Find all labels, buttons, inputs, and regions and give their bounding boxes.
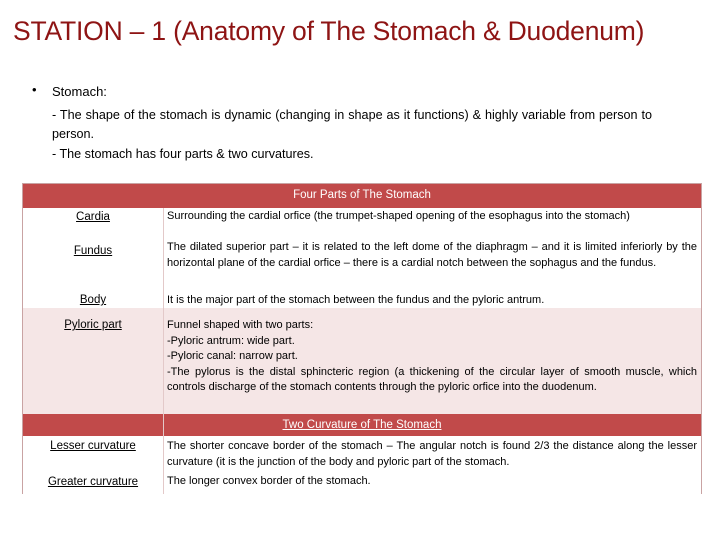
row-text-lesser-curvature: [167, 439, 697, 470]
cell-line: -The pylorus is the distal sphincteric region (a thickening of the circular layer of smooth muscle, which controls discharge of the stomach contents through the pyloric orfice into the duodenum.: [167, 365, 697, 394]
row-label-cardia: Cardia: [76, 211, 110, 223]
row-text-greater-curvature: [167, 474, 697, 490]
table-header-parts: Four Parts of The Stomach: [23, 184, 701, 208]
row-label-fundus: Fundus: [73, 245, 113, 257]
bullet-point: •: [32, 82, 37, 97]
row-text-fundus: [167, 240, 697, 271]
row-label-lesser-curvature: Lesser curvature: [50, 440, 136, 452]
cell-line: -Pyloric antrum: wide part.: [167, 334, 295, 347]
row-text-pyloric-part: [167, 318, 697, 396]
cell-line: Funnel shaped with two parts:: [167, 319, 314, 331]
stomach-table: [22, 183, 702, 494]
bullet-heading: Stomach:: [52, 84, 107, 99]
row-label-greater-curvature: Greater curvature: [47, 476, 139, 488]
cell-line: It is the major part of the stomach between the fundus and the pyloric antrum.: [167, 294, 545, 306]
cell-line: -Pyloric canal: narrow part.: [167, 350, 298, 363]
cell-line: Surrounding the cardial orfice (the trumpet-shaped opening of the esophagus into the stomach): [167, 210, 630, 222]
row-label-body: Body: [79, 294, 107, 306]
row-label-pyloric-part: Pyloric part: [64, 319, 122, 331]
row-text-cardia: [167, 209, 697, 225]
cell-line: The longer convex border of the stomach.: [167, 475, 371, 487]
page-title: STATION – 1 (Anatomy of The Stomach & Duodenum): [13, 16, 645, 46]
column-divider: [163, 208, 164, 494]
paragraph-shape: - The shape of the stomach is dynamic (changing in shape as it functions) & highly variable from person to person.: [52, 108, 652, 141]
table-header-curvatures: [23, 414, 701, 436]
paragraph-parts: - The stomach has four parts & two curvatures.: [52, 147, 314, 161]
table-header-curvatures-text: Two Curvature of The Stomach: [282, 419, 442, 431]
cell-line: The dilated superior part – it is related to the left dome of the diaphragm – and it is limited inferiorly by the horizontal plane of the cardial orfice – there is a cardial notch between the sophagus and the fundus.: [167, 241, 697, 269]
row-text-body: [167, 293, 697, 309]
cell-line: The shorter concave border of the stomach – The angular notch is found 2/3 the distance along the lesser curvature (it is the junction of the body and pyloric part of the stomach.: [167, 440, 697, 468]
